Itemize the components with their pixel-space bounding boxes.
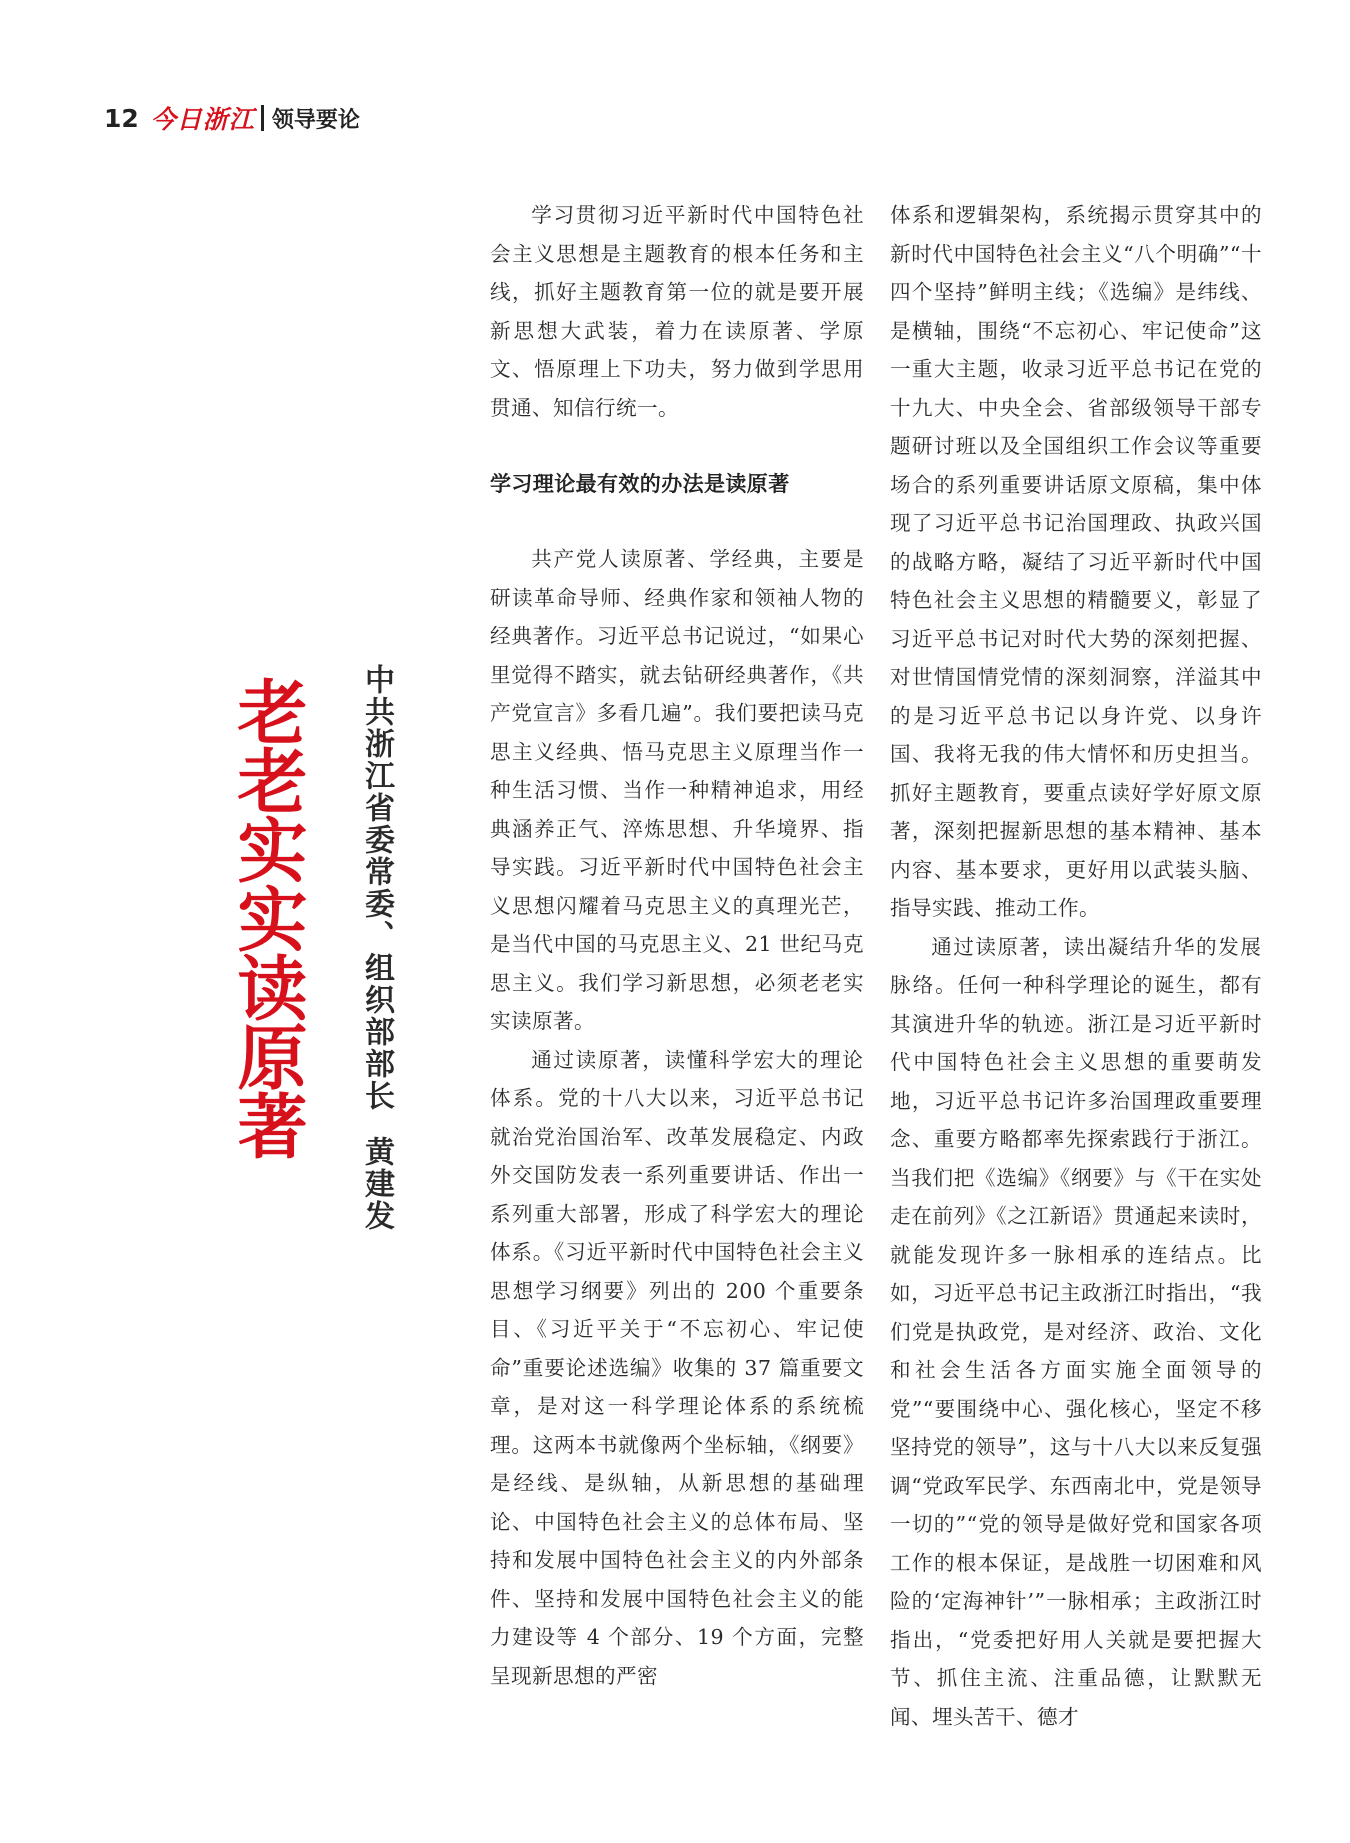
paragraph-body: 党的十八大以来，习近平总书记就治党治国治军、改革发展稳定、内政外交国防发表一系列重要讲话、作出一系列重大部署，形成了科学宏大的理论体系。《习近平新时代中国特色社会主义思想学习纲要》列出的 200 个重要条目、《习近平关于“不忘初心、牢记使命”重要论述选编》收集的 37 篇重要文章，是对这一科学理论体系的系统梳理。这两本书就像两个坐标轴，《纲要》是经线、是纵轴，从新思想的基础理论、中国特色社会主义的总体布局、坚持和发展中国特色社会主义的内外部条件、坚持和发展中国特色社会主义的能力建设等 4 个部分、19 个方面，完整呈现新思想的严密 bbox=[490, 1086, 864, 1688]
article-paragraph: 学习贯彻习近平新时代中国特色社会主义思想是主题教育的根本任务和主线，抓好主题教育第一位的就是要开展新思想大武装，着力在读原著、学原文、悟原理上下功夫，努力做到学思用贯通、知信行统一。 bbox=[490, 203, 864, 420]
section-name: 领导要论 bbox=[271, 107, 360, 133]
article-column-left bbox=[490, 196, 864, 1695]
byline-name: 黄建发 bbox=[359, 1136, 394, 1232]
article-paragraph: 共产党人读原著、学经典，主要是研读革命导师、经典作家和领袖人物的经典著作。习近平总书记说过，“如果心里觉得不踏实，就去钻研经典著作，《共产党宣言》多看几遍”。我们要把读马克思主义经典、悟马克思主义原理当作一种生活习惯、当作一种精神追求，用经典涵养正气、淬炼思想、升华境界、指导实践。习近平新时代中国特色社会主义思想闪耀着马克思主义的真理光芒，是当代中国的马克思主义、21 世纪马克思主义。我们学习新思想，必须老老实实读原著。 bbox=[490, 547, 864, 1033]
article-paragraph bbox=[490, 1041, 864, 1696]
page-number: 12 bbox=[104, 103, 139, 133]
section-subheading: 学习理论最有效的办法是读原著 bbox=[490, 472, 790, 496]
article-column-right bbox=[890, 196, 1262, 1736]
brand-logo: 今日浙江 bbox=[150, 105, 255, 134]
page-header bbox=[104, 100, 360, 136]
header-divider bbox=[261, 105, 264, 131]
byline-position: 中共浙江省委常委、组织部部长 bbox=[359, 664, 394, 1112]
paragraph-lead: 通过读原著，读出凝结升华的发展脉络。 bbox=[890, 934, 1262, 997]
article-headline: 老老实实读原著 bbox=[226, 676, 308, 1159]
author-byline bbox=[356, 664, 396, 1232]
article-paragraph-continued: 体系和逻辑架构，系统揭示贯穿其中的新时代中国特色社会主义“八个明确”“十四个坚持”鲜明主线；《选编》是纬线、是横轴，围绕“不忘初心、牢记使命”这一重大主题，收录习近平总书记在党的十九大、中央全会、省部级领导干部专题研讨班以及全国组织工作会议等重要场合的系列重要讲话原文原稿，集中体现了习近平总书记治国理政、执政兴国的战略方略，凝结了习近平新时代中国特色社会主义思想的精髓要义，彰显了习近平总书记对时代大势的深刻把握、对世情国情党情的深刻洞察，洋溢其中的是习近平总书记以身许党、以身许国、我将无我的伟大情怀和历史担当。抓好主题教育，要重点读好学好原文原著，深刻把握新思想的基本精神、基本内容、基本要求，更好用以武装头脑、指导实践、推动工作。 bbox=[890, 203, 1262, 920]
paragraph-lead: 通过读原著，读懂科学宏大的理论体系。 bbox=[490, 1047, 864, 1110]
paragraph-body: 任何一种科学理论的诞生，都有其演进升华的轨迹。浙江是习近平新时代中国特色社会主义思想的重要萌发地，习近平总书记许多治国理政重要理念、重要方略都率先探索践行于浙江。当我们把《选编》《纲要》与《干在实处走在前列》《之江新语》贯通起来读时，就能发现许多一脉相承的连结点。比如，习近平总书记主政浙江时指出，“我们党是执政党，是对经济、政治、文化和社会生活各方面实施全面领导的党”“要围绕中心、强化核心，坚定不移坚持党的领导”，这与十八大以来反复强调“党政军民学、东西南北中，党是领导一切的”“党的领导是做好党和国家各项工作的根本保证，是战胜一切困难和风险的‘定海神针’”一脉相承；主政浙江时指出，“党委把好用人关就是要把握大节、抓住主流、注重品德，让默默无闻、埋头苦干、德才 bbox=[890, 973, 1262, 1729]
article-paragraph bbox=[890, 928, 1262, 1737]
